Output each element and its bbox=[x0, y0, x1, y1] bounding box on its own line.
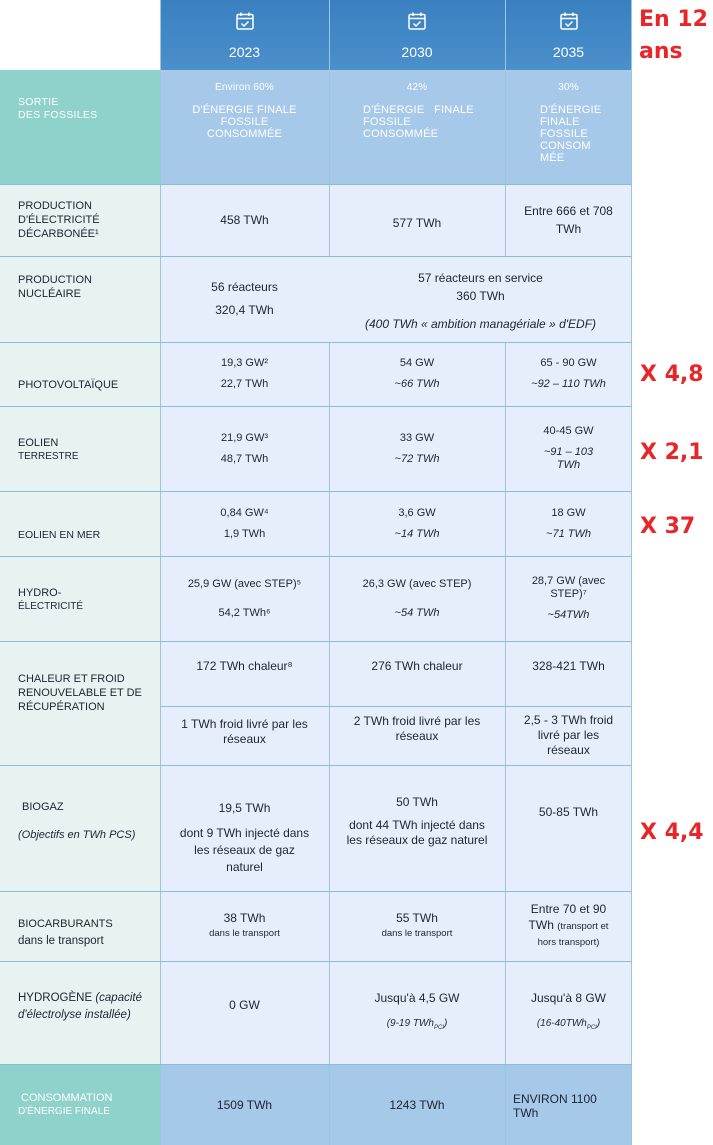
row-label-biogaz: BIOGAZ (Objectifs en TWh PCS) bbox=[18, 801, 136, 841]
nuc-2023: 56 réacteurs 320,4 TWh bbox=[211, 280, 278, 317]
biocarb-2030: 55 TWh dans le transport bbox=[381, 911, 453, 939]
fossil-cell-2023: Environ 60% D'ÉNERGIE FINALE FOSSILE CONSOMMÉE bbox=[192, 82, 297, 140]
heat-2030: 276 TWh chaleur bbox=[371, 658, 463, 673]
fossil-cell-2030: 42% D'ÉNERGIE FINALE FOSSILE CONSOMMÉE bbox=[363, 82, 474, 140]
mer-2023: 0,84 GW⁴ 1,9 TWh bbox=[220, 506, 269, 540]
year-label: 2035 bbox=[552, 44, 585, 60]
year-label: 2030 bbox=[401, 44, 433, 60]
eol-2035: 40-45 GW ~91 – 103 TWh bbox=[543, 425, 594, 471]
row-label-h2: HYDROGÈNE (capacité d'électrolyse installée) bbox=[18, 992, 142, 1021]
conso-2035: ENVIRON 1100 TWh bbox=[513, 1092, 597, 1120]
heat-2035: 328-421 TWh bbox=[532, 658, 605, 673]
row-label-conso: CONSOMMATION D'ÉNERGIE FINALE bbox=[18, 1092, 113, 1117]
year-2023-header bbox=[160, 0, 329, 70]
biocarb-2035: Entre 70 et 90 TWh (transport et hors transport) bbox=[528, 902, 609, 948]
hydro-2035: 28,7 GW (avec STEP)⁷ ~54TWh bbox=[531, 575, 606, 621]
eol-2023: 21,9 GW³ 48,7 TWh bbox=[220, 431, 269, 465]
pv-2030: 54 GW ~66 TWh bbox=[394, 357, 440, 390]
cold-2030: 2 TWh froid livré par les réseaux bbox=[353, 714, 481, 743]
elec-2023: 458 TWh bbox=[220, 212, 269, 227]
cold-2035: 2,5 - 3 TWh froid livré par les réseaux bbox=[523, 713, 614, 757]
fossil-label: SORTIE DES FOSSILES bbox=[18, 96, 98, 121]
fossil-cell-2035: 30% D'ÉNERGIE FINALE FOSSILE CONSOM MÉE bbox=[540, 82, 602, 164]
row-label-chal: CHALEUR ET FROID RENOUVELABLE ET DE RÉCUPÉRATION bbox=[18, 673, 142, 713]
cold-2023: 1 TWh froid livré par les réseaux bbox=[181, 717, 308, 746]
fossil-label-bg bbox=[0, 70, 160, 184]
annotation-pv: X 4,8 bbox=[640, 362, 704, 387]
annotation-biogaz: X 4,4 bbox=[640, 820, 704, 845]
calendar-check-icon bbox=[559, 11, 579, 31]
row-label-biocarb: BIOCARBURANTS dans le transport bbox=[18, 917, 113, 947]
h2-2023: 0 GW bbox=[229, 997, 260, 1012]
row-label-hydro: HYDRO- ÉLECTRICITÉ bbox=[18, 587, 84, 612]
conso-2030: 1243 TWh bbox=[389, 1097, 445, 1112]
annotation-eol: X 2,1 bbox=[640, 440, 704, 465]
eol-2030: 33 GW ~72 TWh bbox=[394, 431, 440, 465]
calendar-check-icon bbox=[235, 11, 255, 31]
biogaz-2030: 50 TWh dont 44 TWh injecté dans les réseaux de gaz naturel bbox=[346, 795, 488, 847]
year-2030-header bbox=[329, 0, 505, 70]
annotation-title: En 12 ans bbox=[639, 7, 708, 64]
row-label-pv: PHOTOVOLTAÏQUE bbox=[18, 379, 119, 391]
h2-2035: Jusqu'à 8 GW (16-40TWh$_{PCI}$) bbox=[531, 991, 606, 1031]
biogaz-2023: 19,5 TWh dont 9 TWh injecté dans les réseaux de gaz naturel bbox=[179, 801, 310, 874]
elec-2030: 577 TWh bbox=[392, 215, 442, 230]
elec-2035: Entre 666 et 708 TWh bbox=[524, 204, 613, 236]
row-label-eol: EOLIEN TERRESTRE bbox=[18, 437, 79, 462]
mer-2030: 3,6 GW ~14 TWh bbox=[394, 506, 440, 540]
pv-2023: 19,3 GW² 22,7 TWh bbox=[220, 357, 269, 390]
row-label-elec: PRODUCTION D'ÉLECTRICITÉ DÉCARBONÉE¹ bbox=[18, 200, 100, 240]
year-2035-header bbox=[505, 0, 632, 70]
h2-2030: Jusqu'à 4,5 GW (9-19 TWh$_{PCI}$) bbox=[374, 991, 460, 1031]
pv-2035: 65 - 90 GW ~92 – 110 TWh bbox=[531, 357, 606, 390]
calendar-check-icon bbox=[407, 11, 427, 31]
annotation-mer: X 37 bbox=[640, 514, 696, 539]
mer-2035: 18 GW ~71 TWh bbox=[546, 506, 591, 540]
hydro-2030: 26,3 GW (avec STEP) ~54 TWh bbox=[362, 577, 472, 619]
biocarb-2023: 38 TWh dans le transport bbox=[209, 911, 280, 939]
row-label-mer: EOLIEN EN MER bbox=[18, 529, 101, 541]
hydro-2023: 25,9 GW (avec STEP)⁵ 54,2 TWh⁶ bbox=[187, 577, 302, 619]
biogaz-2035: 50-85 TWh bbox=[538, 804, 599, 819]
nuc-2030-2035: 57 réacteurs en service 360 TWh (400 TWh « ambition managériale » d'EDF) bbox=[364, 271, 597, 331]
year-label: 2023 bbox=[228, 44, 261, 60]
row-label-nuc: PRODUCTION NUCLÉAIRE bbox=[18, 274, 92, 300]
conso-2023: 1509 TWh bbox=[216, 1097, 273, 1112]
heat-2023: 172 TWh chaleur⁸ bbox=[196, 658, 293, 673]
header-blank bbox=[0, 0, 160, 70]
